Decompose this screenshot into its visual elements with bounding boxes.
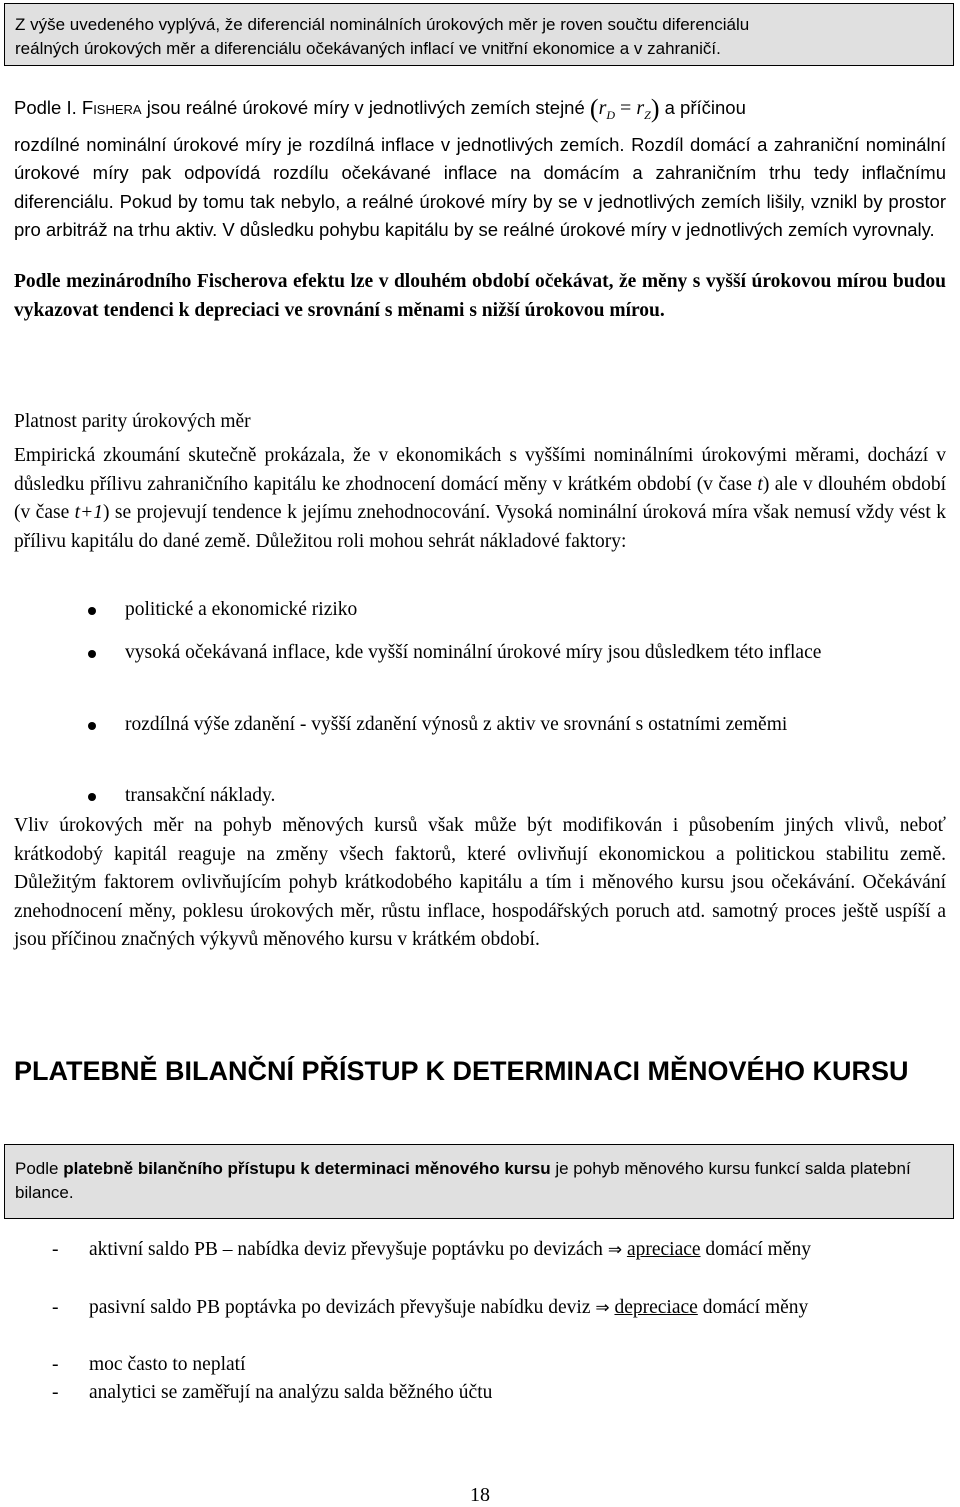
depreciation-link: depreciace bbox=[614, 1297, 698, 1318]
balance-list: - aktivní saldo PB – nabídka deviz převyšuje poptávku po devizách ⇒ apreciace domácí měny - pasivní saldo PB poptávka po devizách převyšuje nabídku deviz ⇒ depreciace domácí měny - moc často to neplatí - analytici se zaměřují na analýzu salda běžného účtu bbox=[52, 1239, 811, 1403]
page-number: 18 bbox=[470, 1484, 490, 1506]
author-name: Fishera bbox=[81, 97, 142, 118]
bullet-icon bbox=[88, 722, 96, 730]
implies-icon: ⇒ bbox=[607, 1240, 623, 1260]
fisher-line-1: Podle I. Fishera jsou reálné úrokové míry v jednotlivých zemích stejné $(r_D = r_Z)$ a příčinou bbox=[14, 94, 746, 123]
bullet-icon bbox=[88, 650, 96, 658]
fisher-paragraph bbox=[14, 94, 946, 245]
chapter-heading: PLATEBNĚ BILANČNÍ PŘÍSTUP K DETERMINACI MĚNOVÉHO KURSU bbox=[14, 1056, 909, 1086]
formula-rd-equals-rz: $(r_D = r_Z)$ bbox=[589, 94, 660, 123]
implies-icon: ⇒ bbox=[595, 1298, 610, 1318]
bullet-icon bbox=[88, 607, 96, 615]
summary-box bbox=[4, 3, 954, 66]
summary-line-2: reálných úrokových měr a diferenciálu očekávaných inflací ve vnitřní ekonomice a v zahraničí. bbox=[15, 39, 721, 58]
fischer-effect-paragraph: Podle mezinárodního Fischerova efektu lze v dlouhém období očekávat, že měny s vyšší úrokovou mírou budou vykazovat tendenci k depreciaci ve srovnání s měnami s nižší úrokovou mírou. bbox=[14, 271, 946, 321]
empirical-paragraph: Empirická zkoumání skutečně prokázala, že v ekonomikách s vyššími nominálními úrokovými měrami, dochází v důsledku přílivu zahraničního kapitálu ke zhodnocení domácí měny v krátkém období (v čase t) ale v dlouhém období (v čase t+1) se projevují tendence k jejímu znehodnocování. Vysoká nominální úroková míra však nemusí vždy vést k přílivu kapitálu do dané země. Důležitou roli mohou sehrát nákladové faktory: bbox=[14, 445, 946, 552]
definition-box: Podle platebně bilančního přístupu k determinaci měnového kursu je pohyb měnového kursu funkcí salda platební bilance. bbox=[4, 1144, 954, 1219]
section-heading-parity: Platnost parity úrokových měr bbox=[14, 411, 251, 432]
bullet-icon bbox=[88, 793, 96, 801]
appreciation-link: apreciace bbox=[626, 1239, 701, 1260]
fisher-rest: Rozdíl domácí a zahraniční nominální úrokové míry pak odpovídá rozdílu očekávané inflace na domácím a zahraničním trhu tedy inflačnímu diferenciálu. Pokud by tomu tak nebylo, a reálné úrokové míry by se v jednotlivých zemích lišily, vznikl by prostor pro arbitráž na trhu aktiv. V důsledku pohybu kapitálu by se reálné úrokové míry v jednotlivých zemích vyrovnaly. bbox=[14, 133, 946, 240]
fisher-line-2: rozdílné nominální úrokové míry je rozdílná inflace v jednotlivých zemích. bbox=[14, 133, 625, 155]
definition-term: platebně bilančního přístupu k determinaci měnového kursu bbox=[63, 1159, 551, 1178]
cost-factors-list: politické a ekonomické riziko vysoká očekávaná inflace, kde vyšší nominální úrokové míry jsou důsledkem této inflace rozdílná výše zdanění - vyšší zdanění výnosů z aktiv ve srovnání s ostatními zeměmi transakční náklady. bbox=[14, 596, 946, 816]
summary-line-1: Z výše uvedeného vyplývá, že diferenciál nominálních úrokových měr je roven součtu diferenciálu bbox=[15, 15, 750, 34]
exchange-rate-paragraph: Vliv úrokových měr na pohyb měnových kursů však může být modifikován i působením jiných vlivů, neboť krátkodobý kapitál reaguje na změny všech faktorů, které ovlivňují ekonomickou a politickou stabilitu země. Důležitým faktorem ovlivňujícím pohyb krátkodobého kapitálu a tím i měnového kursu jsou očekávání. Očekávání znehodnocení měny, poklesu úrokových měr, růstu inflace, hospodářských poruch atd. samotný proces ještě uspíší a jsou příčinou značných výkyvů měnového kursu v krátkém období. bbox=[14, 815, 946, 951]
